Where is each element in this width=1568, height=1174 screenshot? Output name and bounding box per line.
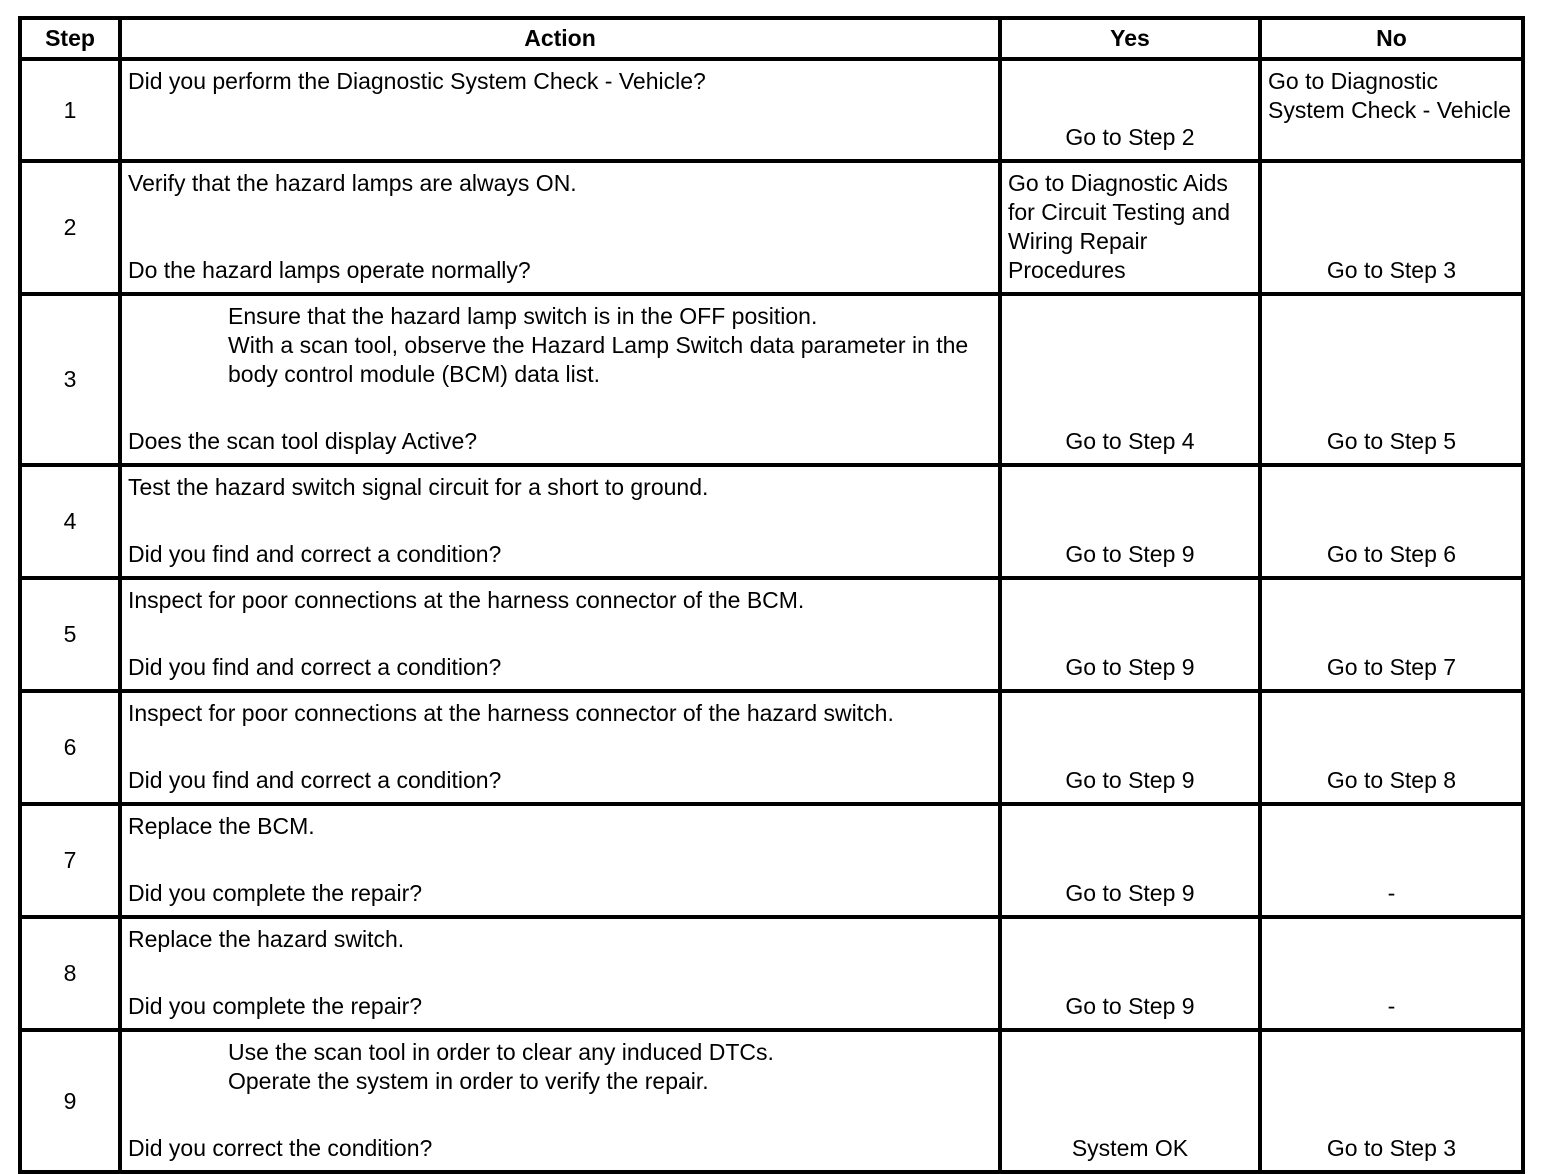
no-cell	[1260, 804, 1523, 917]
no-cell	[1260, 578, 1523, 691]
no-cell	[1260, 161, 1523, 294]
action-cell	[120, 161, 1000, 294]
header-step: Step	[20, 18, 120, 59]
yes-text: Go to Diagnostic Aids for Circuit Testing and Wiring Repair Procedures	[1008, 170, 1231, 283]
header-yes: Yes	[1000, 18, 1260, 59]
yes-cell	[1000, 804, 1260, 917]
no-text: Go to Step 3	[1326, 257, 1457, 283]
yes-text: Go to Step 4	[1065, 428, 1195, 454]
action-step-line: Operate the system in order to verify the repair.	[228, 1068, 709, 1094]
step-number: 9	[20, 1030, 120, 1172]
header-row	[20, 18, 1523, 59]
yes-cell	[1000, 578, 1260, 691]
table-row	[20, 161, 1523, 294]
no-text: Go to Step 6	[1326, 541, 1457, 567]
yes-cell	[1000, 59, 1260, 161]
yes-text: Go to Step 2	[1065, 124, 1195, 150]
no-text: -	[1387, 993, 1396, 1019]
step-number: 4	[20, 465, 120, 578]
table-row	[20, 804, 1523, 917]
no-text: Go to Step 8	[1326, 767, 1457, 793]
action-cell	[120, 917, 1000, 1030]
action-text: Replace the BCM.	[128, 813, 315, 839]
step-number: 7	[20, 804, 120, 917]
action-cell	[120, 691, 1000, 804]
table-row	[20, 1030, 1523, 1172]
yes-text: Go to Step 9	[1065, 541, 1195, 567]
action-cell	[120, 465, 1000, 578]
yes-cell	[1000, 691, 1260, 804]
step-number: 1	[20, 59, 120, 161]
no-cell	[1260, 59, 1523, 161]
action-cell	[120, 578, 1000, 691]
action-cell	[120, 59, 1000, 161]
action-cell	[120, 804, 1000, 917]
action-question: Did you complete the repair?	[128, 993, 423, 1019]
action-question: Does the scan tool display Active?	[128, 428, 478, 454]
table-row	[20, 465, 1523, 578]
yes-cell	[1000, 161, 1260, 294]
action-question: Did you find and correct a condition?	[128, 767, 502, 793]
yes-text: Go to Step 9	[1065, 993, 1195, 1019]
yes-text: Go to Step 9	[1065, 654, 1195, 680]
action-text: Verify that the hazard lamps are always ON.	[128, 170, 577, 196]
yes-cell	[1000, 1030, 1260, 1172]
action-cell	[120, 294, 1000, 465]
no-cell	[1260, 1030, 1523, 1172]
yes-cell	[1000, 294, 1260, 465]
yes-cell	[1000, 917, 1260, 1030]
step-number: 8	[20, 917, 120, 1030]
yes-text: Go to Step 9	[1065, 880, 1195, 906]
no-text: Go to Step 7	[1326, 654, 1457, 680]
no-text: Go to Diagnostic System Check - Vehicle	[1268, 68, 1511, 123]
table-row	[20, 578, 1523, 691]
step-number: 5	[20, 578, 120, 691]
step-number: 6	[20, 691, 120, 804]
action-question: Did you find and correct a condition?	[128, 654, 502, 680]
yes-text: System OK	[1071, 1135, 1189, 1161]
table-row	[20, 59, 1523, 161]
table-row	[20, 917, 1523, 1030]
no-text: Go to Step 5	[1326, 428, 1457, 454]
yes-text: Go to Step 9	[1065, 767, 1195, 793]
action-question: Did you complete the repair?	[128, 880, 423, 906]
yes-cell	[1000, 465, 1260, 578]
action-text: Test the hazard switch signal circuit for a short to ground.	[128, 474, 709, 500]
action-text: Inspect for poor connections at the harness connector of the hazard switch.	[128, 700, 894, 726]
step-number: 2	[20, 161, 120, 294]
no-cell	[1260, 294, 1523, 465]
no-cell	[1260, 917, 1523, 1030]
action-step-line: Use the scan tool in order to clear any induced DTCs.	[228, 1039, 774, 1065]
action-text: Inspect for poor connections at the harness connector of the BCM.	[128, 587, 805, 613]
diagnostic-table	[18, 16, 1525, 1174]
action-step-line: Ensure that the hazard lamp switch is in the OFF position.	[228, 303, 818, 329]
no-cell	[1260, 465, 1523, 578]
step-number: 3	[20, 294, 120, 465]
action-step-line: With a scan tool, observe the Hazard Lamp Switch data parameter in the body control module (BCM) data list.	[228, 332, 969, 387]
action-text: Did you perform the Diagnostic System Check - Vehicle?	[128, 68, 706, 94]
no-cell	[1260, 691, 1523, 804]
no-text: -	[1387, 880, 1396, 906]
header-action: Action	[120, 18, 1000, 59]
action-text: Replace the hazard switch.	[128, 926, 405, 952]
action-question: Do the hazard lamps operate normally?	[128, 257, 531, 283]
table-row	[20, 294, 1523, 465]
header-no: No	[1260, 18, 1523, 59]
action-cell	[120, 1030, 1000, 1172]
no-text: Go to Step 3	[1326, 1135, 1457, 1161]
table-row	[20, 691, 1523, 804]
action-question: Did you correct the condition?	[128, 1135, 433, 1161]
action-question: Did you find and correct a condition?	[128, 541, 502, 567]
